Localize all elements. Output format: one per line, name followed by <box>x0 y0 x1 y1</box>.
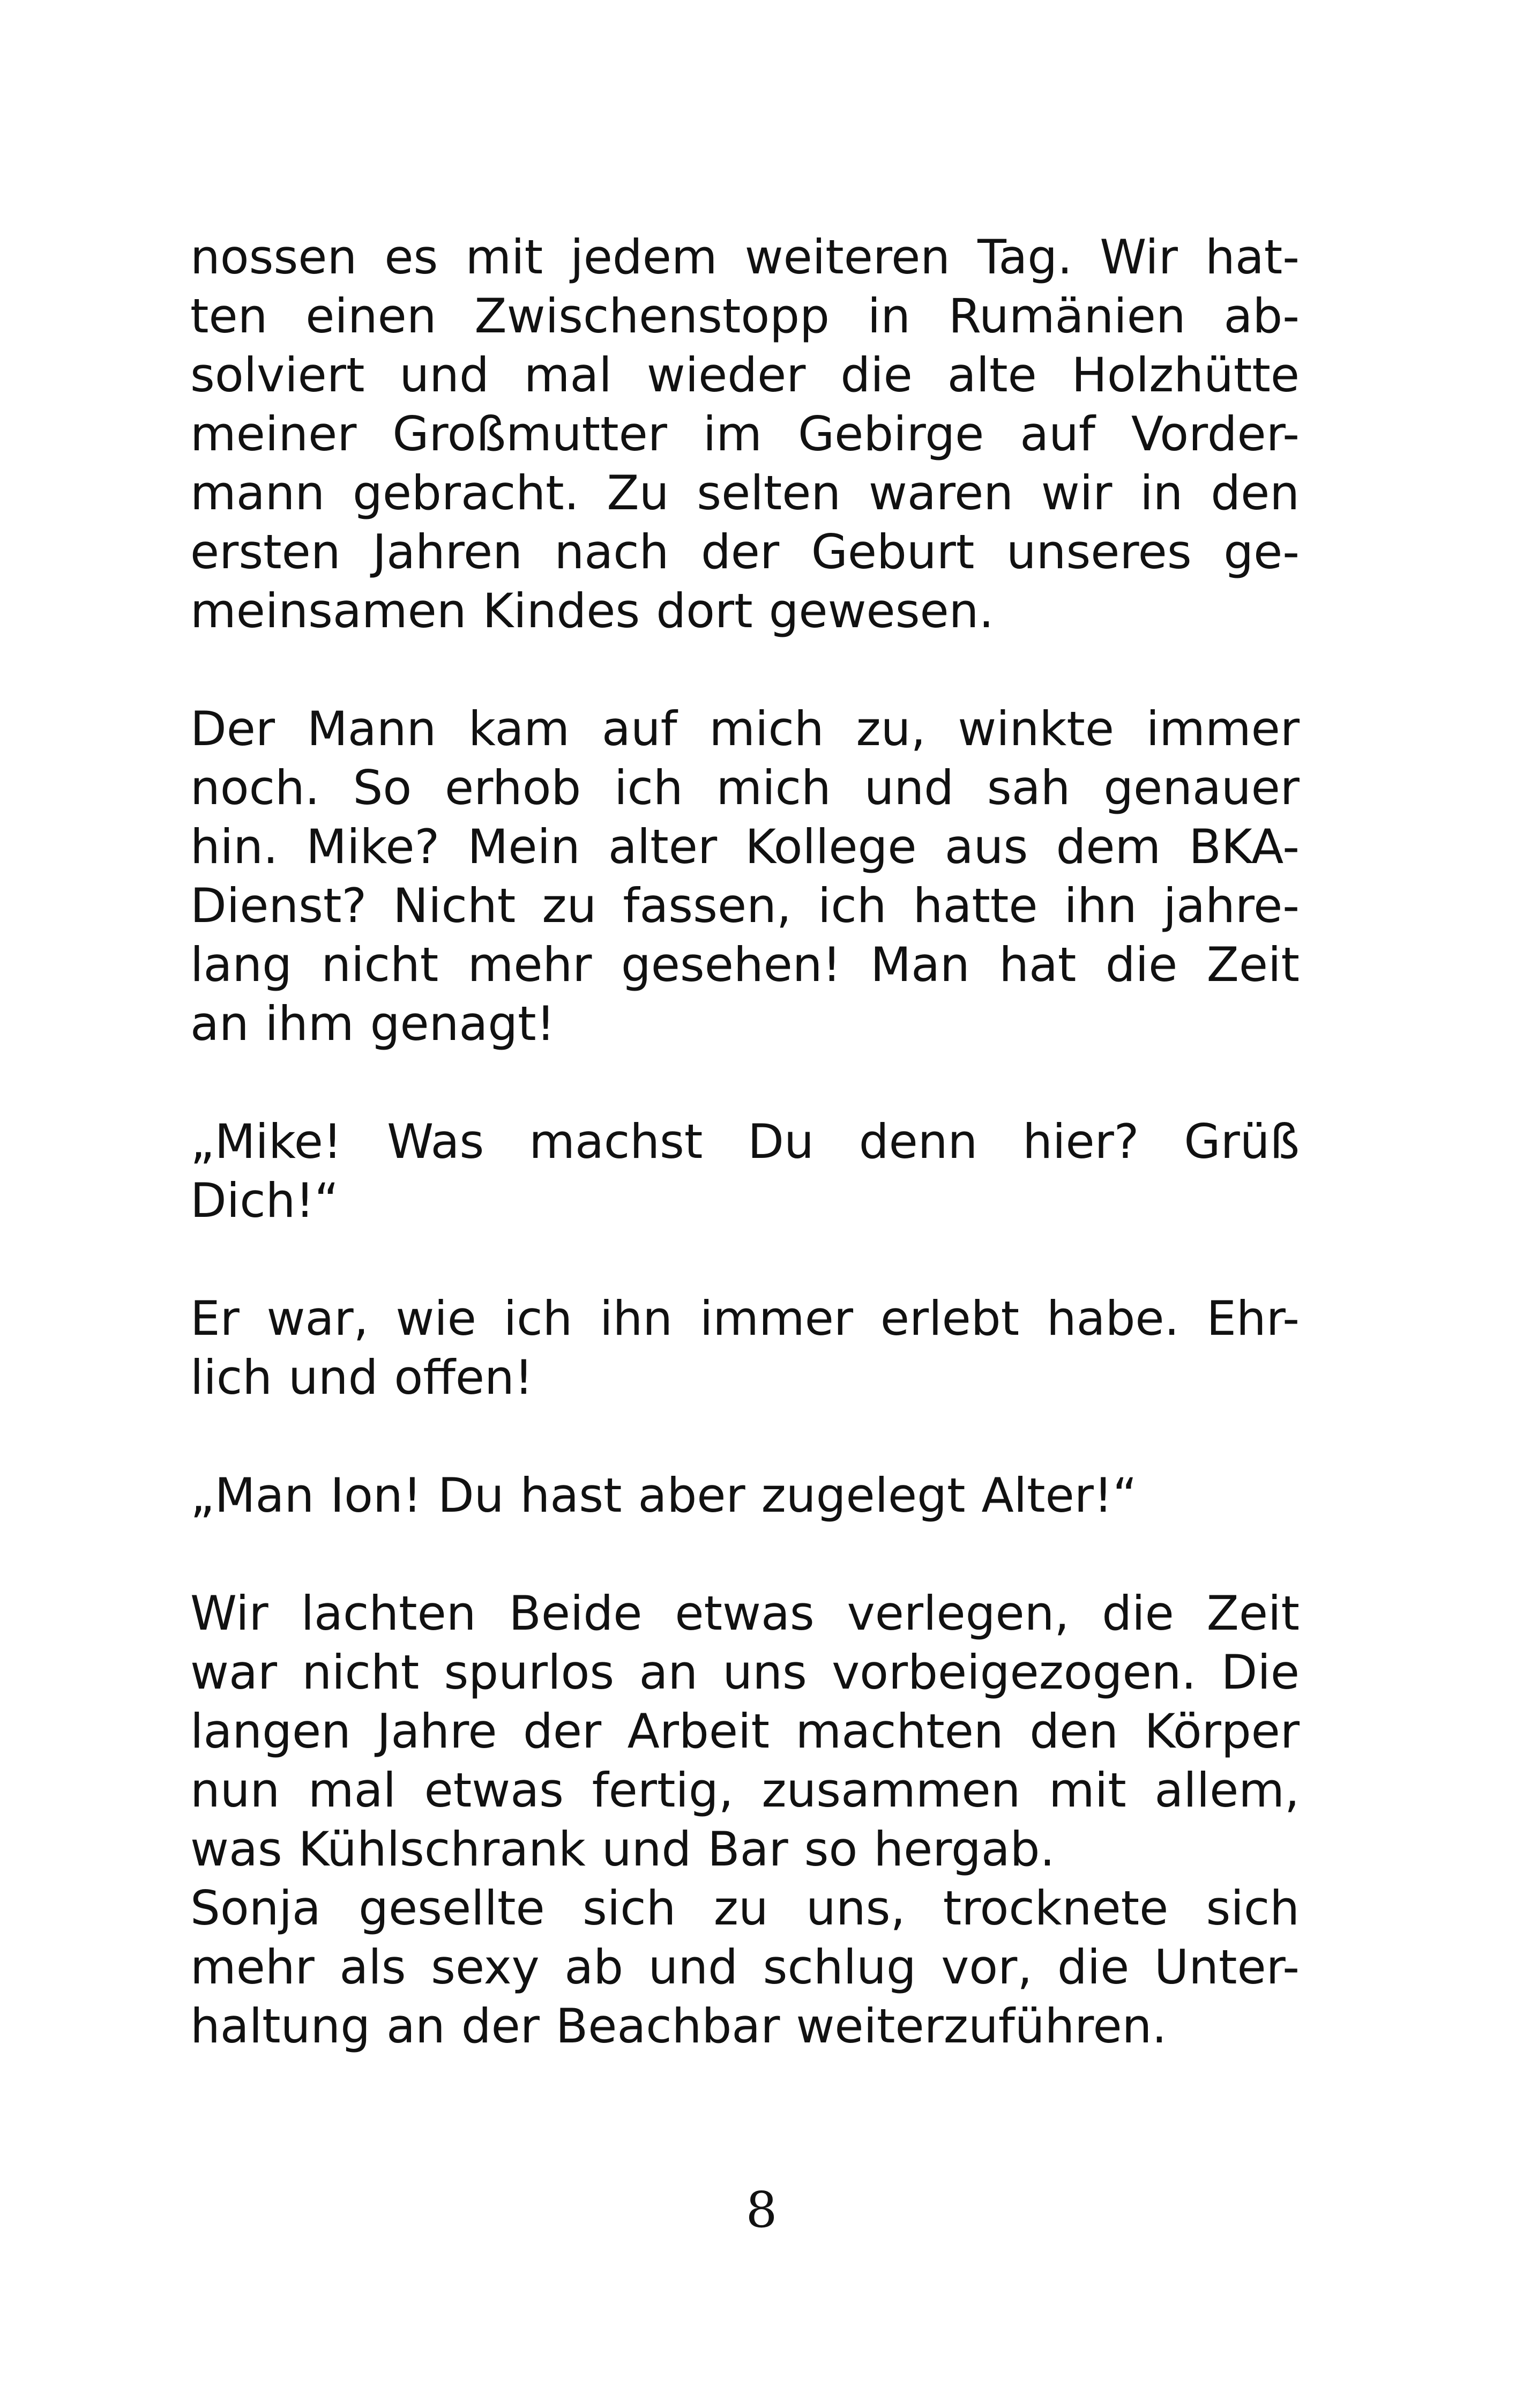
text-line: nun mal etwas fertig, zusammen mit allem, <box>190 1763 1300 1818</box>
text-line: mehr als sexy ab und schlug vor, die Unter- <box>190 1939 1300 1995</box>
text-line: an ihm genagt! <box>190 996 555 1051</box>
paragraph <box>190 1112 1300 1230</box>
text-line: Er war, wie ich ihn immer erlebt habe. Ehr- <box>190 1291 1300 1346</box>
text-line: „Mike! Was machst Du denn hier? Grüß <box>190 1114 1300 1169</box>
text-line: noch. So erhob ich mich und sah genauer <box>190 760 1300 815</box>
paragraph <box>190 700 1300 1053</box>
text-line: was Kühlschrank und Bar so hergab. <box>190 1822 1055 1877</box>
paragraph <box>190 1289 1300 1407</box>
text-line: Der Mann kam auf mich zu, winkte immer <box>190 701 1300 756</box>
paragraph <box>190 1879 1300 2056</box>
paragraph <box>190 228 1300 641</box>
text-line: lich und offen! <box>190 1350 534 1405</box>
text-line: nossen es mit jedem weiteren Tag. Wir hat- <box>190 229 1300 285</box>
page-number: 8 <box>745 2181 778 2239</box>
paragraph-gap <box>190 641 1300 700</box>
text-line: „Man Ion! Du hast aber zugelegt Alter!“ <box>190 1468 1137 1523</box>
paragraph-gap <box>190 1053 1300 1112</box>
text-line: Sonja gesellte sich zu uns, trocknete sich <box>190 1881 1300 1936</box>
text-line: langen Jahre der Arbeit machten den Körper <box>190 1704 1300 1759</box>
text-line: ten einen Zwischenstopp in Rumänien ab- <box>190 288 1300 344</box>
body-text <box>190 228 1300 2056</box>
text-line: hin. Mike? Mein alter Kollege aus dem BKA- <box>190 819 1300 874</box>
text-line: war nicht spurlos an uns vorbeigezogen. Die <box>190 1645 1300 1700</box>
text-line: haltung an der Beachbar weiterzuführen. <box>190 1998 1167 2054</box>
text-line: solviert und mal wieder die alte Holzhütte <box>190 347 1300 403</box>
paragraph <box>190 1584 1300 1879</box>
text-line: ersten Jahren nach der Geburt unseres ge- <box>190 524 1300 579</box>
text-line: Dich!“ <box>190 1173 339 1228</box>
paragraph-gap <box>190 1407 1300 1466</box>
text-line: lang nicht mehr gesehen! Man hat die Zeit <box>190 937 1300 992</box>
text-line: mann gebracht. Zu selten waren wir in den <box>190 465 1300 521</box>
text-line: Wir lachten Beide etwas verlegen, die Zeit <box>190 1586 1300 1641</box>
paragraph-gap <box>190 1230 1300 1289</box>
text-line: Dienst? Nicht zu fassen, ich hatte ihn jahre- <box>190 878 1300 933</box>
paragraph-gap <box>190 1525 1300 1584</box>
text-line: meiner Großmutter im Gebirge auf Vorder- <box>190 406 1300 462</box>
text-line: meinsamen Kindes dort gewesen. <box>190 583 994 638</box>
paragraph <box>190 1466 1300 1525</box>
